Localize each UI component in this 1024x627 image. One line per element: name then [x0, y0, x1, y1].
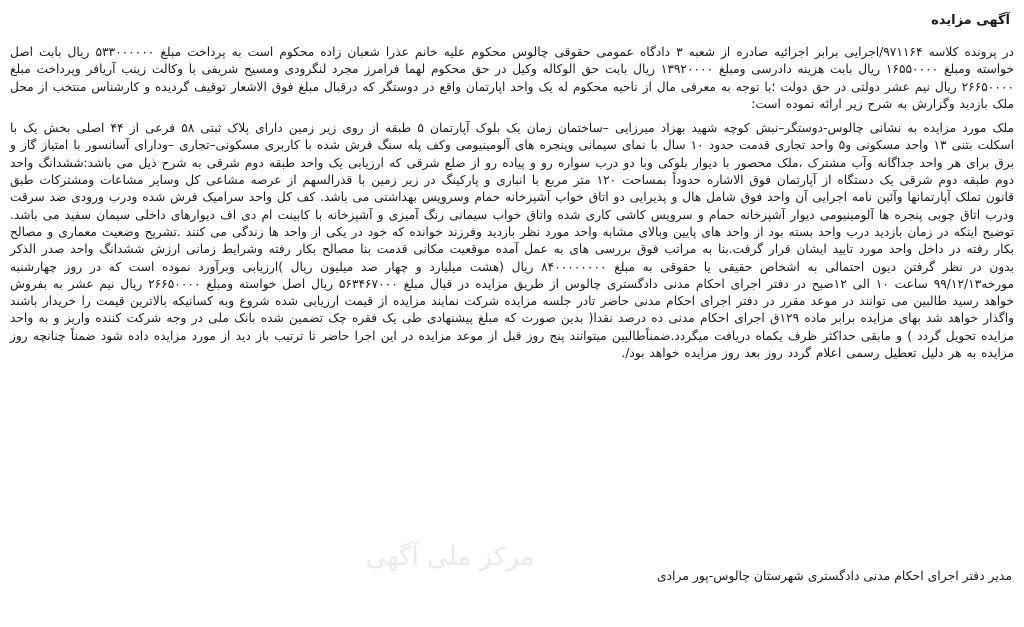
paragraph-property-description: ملک مورد مزایده به نشانی چالوس-دوستگر–نبش کوچه شهید بهزاد میرزایی –ساختمان زمان یک بلوک آپارتمان ۵ طبقه از روی زیر زمین دارای پلاک ثبتی ۵۸ فرعی از ۴۴ اصلی بخش یک با اسکلت بتنی ۱۳ واحد مسکونی و۵ واحد تجاری قدمت حدود ۱۰ سال با نمای سیمانی وپنجره های آلومینیومی وکف پله سنگ فرش شده با کاربری مسکونی–تجاری –ودارای آسانسور با امتیاز گاز و برق برای هر واحد جداگانه وآب مشترک ،ملک محصور با دیوار بلوکی وبا دو درب سواره رو و پیاده رو از ضلع شرقی که ارزیابی یک واحد طبقه دوم شرقی به شرح ذیل می باشد:ششدانگ واحد دوم طبقه دوم شرقی یک دستگاه از آپارتمان فوق الاشاره حدوداً بمساحت ۱۲۰ متر مربع با انباری و پارکینگ در زیر زمین با قدرالسهم از عرصه مشاعی کل وسایر مشاعات ومشترکات طبق قانون تملک آپارتمانها وآئین نامه اجرایی آن واحد فوق شامل هال و پذیرایی دو اتاق خواب آشپزخانه حمام وسرویس بهداشتی می باشد. کف کل واحد سرامیک فرش شده ودرب ورودی ضد سرقت ودرب اتاق چوبی پنجره ها آلومینیومی دیوار آشپزخانه حمام و سرویس کاشی کاری شده واتاق خواب سیمانی رنگ آمیزی و آشپزخانه با کابینت ام دی اف دیوارهای داخلی سیمان سفید می باشد. توضیح اینکه در زمان بازدید درب واحد بسته بود از واحد های پایین وبالای مشابه واحد مورد نظر بازدید وفرزند خوانده که خود در یکی از واحد ها زندگی می کنند .تشریح وضعیت معماری و مصالح بکار رفته در داخل واحد مورد تایید ایشان قرار گرفت.بنا به مراتب فوق بررسی های به عمل آمده موقعیت مکانی قدمت بنا مصالح بکار رفته وشرایط زمانی ارزش ششدانگ واحد صدر الذکر بدون در نظر گرفتن دیون احتمالی به اشخاص حقیقی یا حقوقی به مبلغ ۸۴۰۰۰۰۰۰۰۰ ریال (هشت میلیارد و چهار صد میلیون ریال )ارزیابی وبرآورد نموده است که در روز چهارشنبه مورخه۹۹/۱۲/۱۳ ساعت ۱۰ الی ۱۲صبح در دفتر اجرای احکام مدنی دادگستری چالوس از طریق مزایده در قبال مبلغ ۵۶۳۴۶۷۰۰۰ ریال اصل خواسته ومبلغ ۲۶۶۵۰۰۰۰ ریال نیم عشر به بفروش خواهد رسید طالبین می توانند در موعد مقرر در دفتر اجرای احکام مدنی حاضر تادر جلسه مزایده شرکت نمایند مزایده از قیمت ارزیابی شده شروع وبه کسانیکه بالاترین قیمت را خریدار باشند واگذار خواهد شد بهای مزایده برابر ماده ۱۲۹ق اجرای احکام مدنی ده درصد نقدا( بدین صورت که مبلغ پیشنهادی طی یک فقره چک تضمین شده بانک ملی در وجه شرکت کننده واریز و به واحد مزایده تحویل گردد ) و مابقی حداکثر ظرف یکماه دریافت میگردد.ضمناًطالبین میتوانند پنج روز قبل از موعد مزایده در این اجرا حاضر تا ترتیب باز دید از مورد مزایده داده شود ضمناً چنانچه روز مزایده به هر دلیل تعطیل رسمی اعلام گردد روز بعد روز مزایده خواهد بود/.: [10, 121, 1014, 361]
document-title: آگهی مزایده: [931, 13, 1010, 28]
watermark-text: مرکز ملی آگهی: [365, 542, 535, 572]
signature-line: مدیر دفتر اجرای احکام مدنی دادگستری شهرستان چالوس-پور مرادی: [656, 568, 1012, 583]
paragraph-case-intro: در پرونده کلاسه ۹۷۱۱۶۴/اجرایی برابر اجرائیه صادره از شعبه ۳ دادگاه عمومی حقوقی چالوس محکوم علیه خانم عذرا شعبان زاده محکوم است به پرداخت مبلغ ۵۳۳۰۰۰۰۰۰ ریال بابت اصل خواسته ومبلغ ۱۶۵۵۰۰۰۰ ریال بابت هزینه دادرسی ومبلغ ۱۳۹۲۰۰۰۰ ریال بابت حق الوکاله وکیل در حق محکوم لهما فرامرز مجرد لنگرودی ومسیح شریفی با وکالت زینب آریافر وپرداخت مبلغ ۲۶۶۵۰۰۰۰ ریال نیم عشر دولتی در حق دولت ؛با توجه به معرفی مال از ناحیه محکوم له یک واحد اپارتمان واقع در دوستگر که درقبال مبلغ فوق الاشعار توقیف گردیده و کارشناس منتخب از محل ملک بازدید وگزارش به شرح زیر ارائه نموده است:: [10, 45, 1014, 111]
